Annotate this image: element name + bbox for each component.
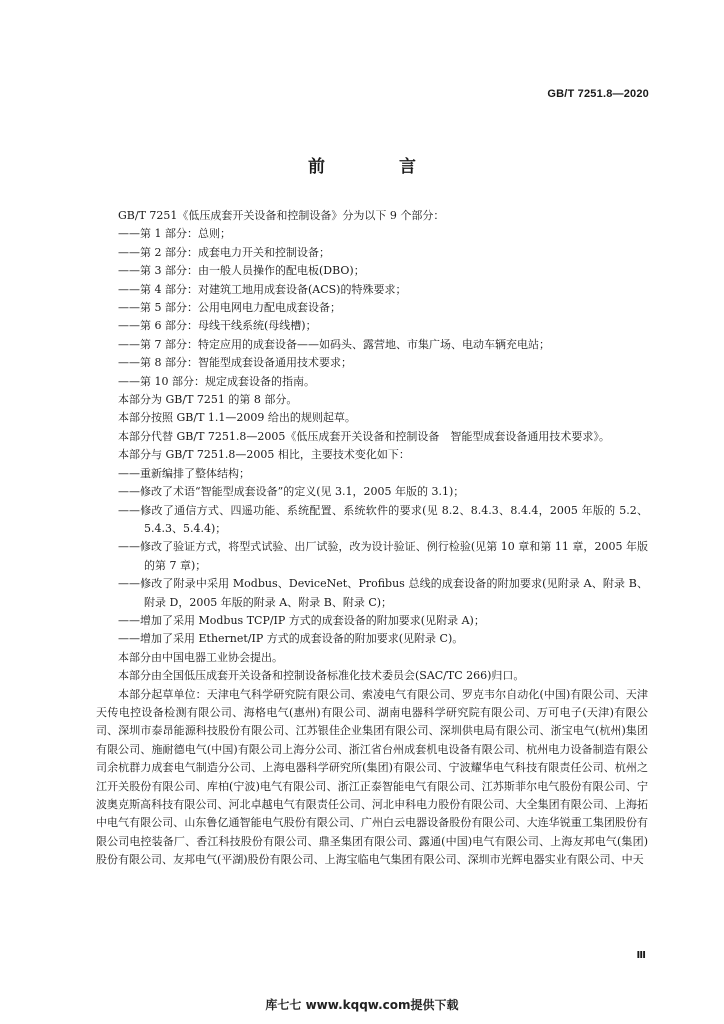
list-item: ——第 5 部分：公用电网电力配电成套设备； [118,301,341,315]
list-item: ——第 4 部分：对建筑工地用成套设备(ACS)的特殊要求； [118,282,407,296]
change-item: ——修改了术语“智能型成套设备”的定义(见 3.1，2005 年版的 3.1)； [118,485,465,499]
change-item: ——增加了采用 Modbus TCP/IP 方式的成套设备的附加要求(见附录 A)； [118,613,485,627]
change-item: ——修改了通信方式、四遥功能、系统配置、系统软件的要求(见 8.2、8.4.3、8.4.4，2005 年版的 5.2、5.4.3、5.4.4)； [118,503,648,535]
list-item: ——第 10 部分：规定成套设备的指南。 [118,374,315,388]
part-statement: 本部分为 GB/T 7251 的第 8 部分。 [118,393,298,407]
intro-paragraph: GB/T 7251《低压成套开关设备和控制设备》分为以下 9 个部分： [118,209,445,222]
page-title: 前 言 [308,157,450,177]
list-item: ——第 1 部分：总则； [118,227,231,241]
change-item: ——修改了附录中采用 Modbus、DeviceNet、Profibus 总线的成套设备的附加要求(见附录 A、附录 B、附录 D，2005 年版的附录 A、附录 B、附录 C)； [118,577,648,609]
list-item: ——第 8 部分：智能型成套设备通用技术要求； [118,356,352,370]
download-footer: 库七七 www.kqqw.com提供下载 [265,998,459,1012]
drafting-units: 本部分起草单位：天津电气科学研究院有限公司、索凌电气有限公司、罗克韦尔自动化(中国)有限公司、天津天传电控设备检测有限公司、海格电气(惠州)有限公司、湖南电器科学研究院有限公司、万可电子(天津)有限公司、深圳市泰昂能源科技股份有限公司、江苏银佳企业集团有限公司、深圳供电局有限公司、浙宝电气(杭州)集团有限公司、施耐德电气(中国)有限公司上海分公司、浙江省台州成套机电设备有限公司、杭州电力设备制造有限公司余杭群力成套电气制造分公司、上海电器科学研究所(集团)有限公司、宁波耀华电气科技有限责任公司、杭州之江开关股份有限公司、库柏(宁波)电气有限公司、浙江正泰智能电气有限公司、江苏斯菲尔电气股份有限公司、宁波奥克斯高科技有限公司、河北卓越电气有限责任公司、河北申科电力股份有限公司、大全集团有限公司、上海拓中电气有限公司、山东鲁亿通智能电气股份有限公司、广州白云电器设备股份有限公司、大连华锐重工集团股份有限公司电控装备厂、香江科技股份有限公司、鼎圣集团有限公司、露通(中国)电气有限公司、上海友邦电气(集团)股份有限公司、友邦电气(平湖)股份有限公司、上海宝临电气集团有限公司、深圳市光辉电器实业有限公司、中天 [96,687,648,867]
list-item: ——第 2 部分：成套电力开关和控制设备； [118,245,330,259]
changes-intro: 本部分与 GB/T 7251.8—2005 相比，主要技术变化如下： [118,448,410,462]
proposed-by: 本部分由中国电器工业协会提出。 [118,650,283,664]
list-item: ——第 6 部分：母线干线系统(母线槽)； [118,319,317,333]
change-item: ——修改了验证方式，将型式试验、出厂试验，改为设计验证、例行检验(见第 10 章和第 11 章，2005 年版的第 7 章)； [118,540,648,572]
list-item: ——第 3 部分：由一般人员操作的配电板(DBO)； [118,264,365,278]
change-item: ——增加了采用 Ethernet/IP 方式的成套设备的附加要求(见附录 C)。 [118,632,464,646]
drafting-rules: 本部分按照 GB/T 1.1—2009 给出的规则起草。 [118,411,356,425]
standard-code: GB/T 7251.8—2020 [547,88,649,100]
replacement-statement: 本部分代替 GB/T 7251.8—2005《低压成套开关设备和控制设备 智能型成套设备通用技术要求》。 [118,429,610,443]
list-item: ——第 7 部分：特定应用的成套设备——如码头、露营地、市集广场、电动车辆充电站； [118,337,550,351]
change-item: ——重新编排了整体结构； [118,466,250,480]
foreword-body [96,207,648,870]
page-number: Ⅲ [636,950,646,961]
centralized-by: 本部分由全国低压成套开关设备和控制设备标准化技术委员会(SAC/TC 266)归口。 [118,669,525,683]
